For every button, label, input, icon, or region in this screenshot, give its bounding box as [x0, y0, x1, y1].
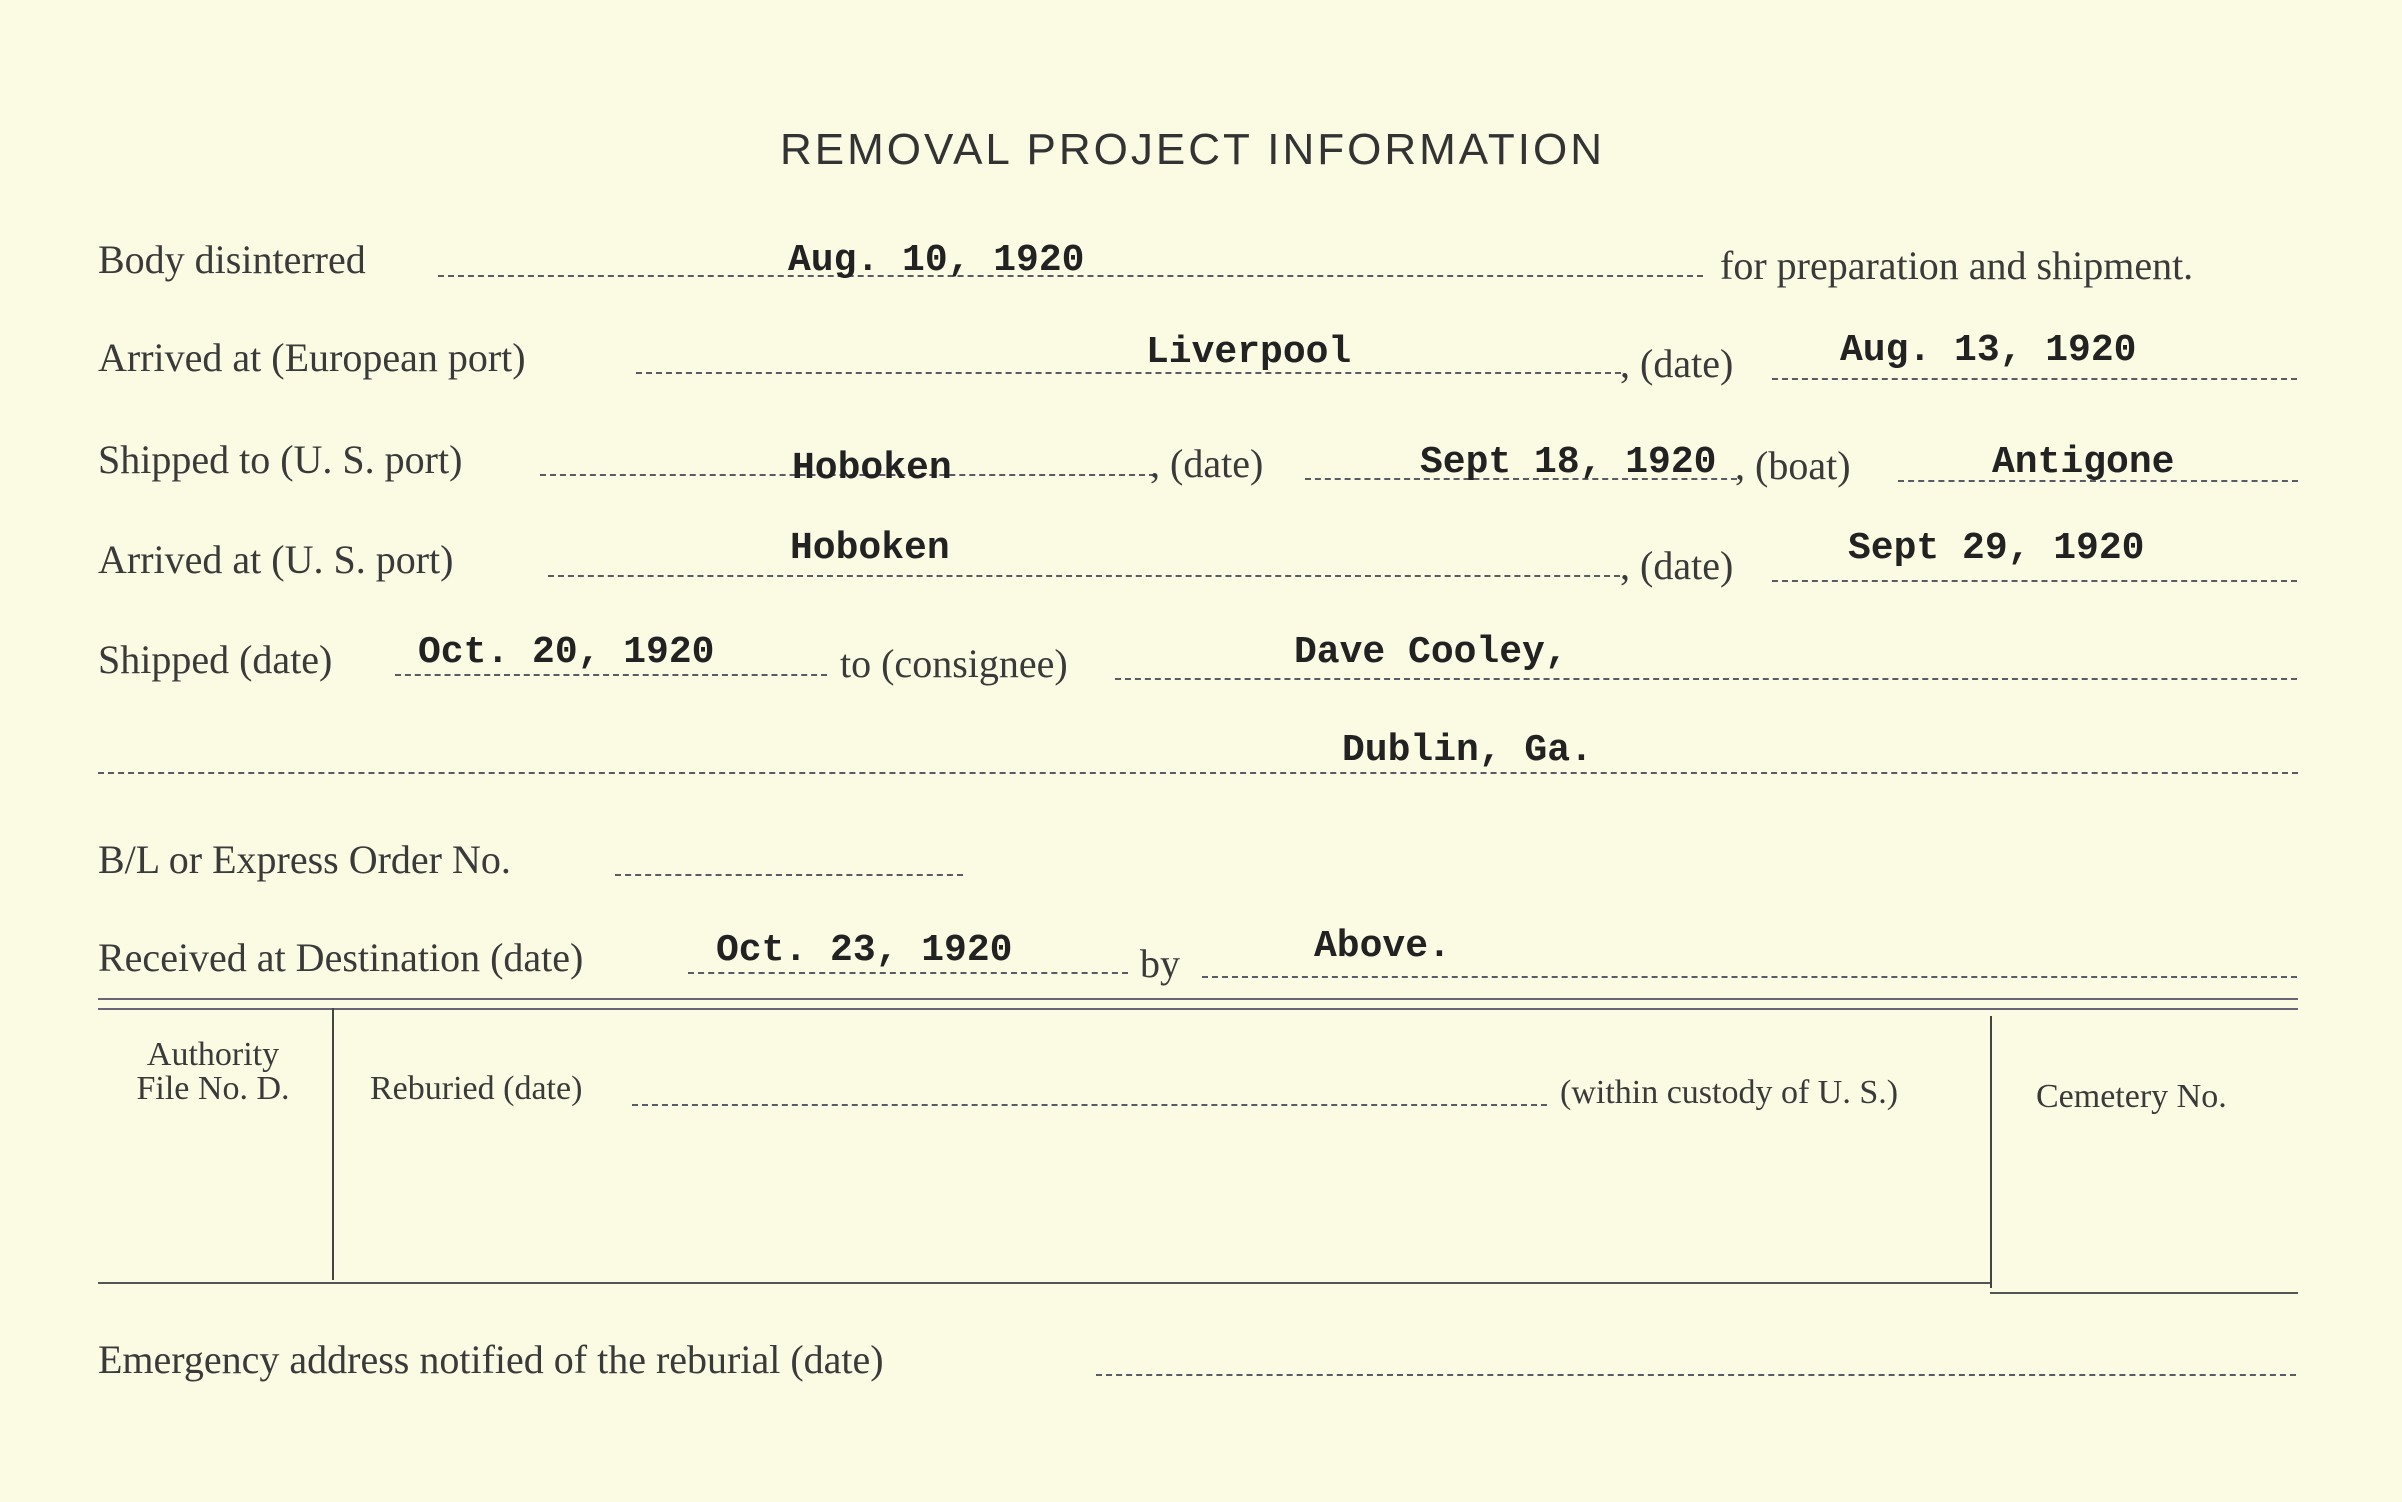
bl-order-label: B/L or Express Order No. [98, 837, 511, 882]
custody-label: (within custody of U. S.) [1560, 1074, 1899, 1111]
received-date-value: Oct. 23, 1920 [716, 929, 1013, 972]
consignee-address: Dublin, Ga. [1342, 729, 1593, 772]
table-bottom-rule [98, 1282, 1990, 1284]
table-top-rule [98, 998, 2298, 1000]
body-disinterred-value: Aug. 10, 1920 [788, 239, 1085, 282]
received-label: Received at Destination (date) [98, 935, 584, 980]
arrived-us-label: Arrived at (U. S. port) [98, 537, 454, 582]
received-by-line [1202, 976, 2297, 978]
arrived-us-date: Sept 29, 1920 [1848, 527, 2145, 570]
arrived-us-date-label: , (date) [1620, 543, 1734, 588]
arrived-us-date-line [1772, 580, 2297, 582]
shipped-us-label: Shipped to (U. S. port) [98, 437, 463, 482]
arrived-european-label: Arrived at (European port) [98, 335, 526, 380]
consignee-label: to (consignee) [840, 641, 1068, 686]
cemetery-label: Cemetery No. [2036, 1078, 2227, 1115]
arrived-european-port: Liverpool [1146, 331, 1352, 374]
shipped-date-label: Shipped (date) [98, 637, 333, 682]
reburied-line [632, 1104, 1547, 1106]
shipped-date-line [395, 674, 827, 676]
received-by-value: Above. [1314, 925, 1451, 968]
shipped-us-date: Sept 18, 1920 [1420, 441, 1717, 484]
cemetery-divider [1990, 1016, 1992, 1288]
consignee-value: Dave Cooley, [1294, 631, 1568, 674]
emergency-line [1096, 1374, 2296, 1376]
shipped-us-boat: Antigone [1992, 441, 2175, 484]
arrived-european-date-label: , (date) [1620, 341, 1734, 386]
authority-divider [332, 1008, 334, 1280]
form-title: REMOVAL PROJECT INFORMATION [780, 125, 1605, 174]
arrived-us-port: Hoboken [790, 527, 950, 570]
shipped-date-value: Oct. 20, 1920 [418, 631, 715, 674]
arrived-european-date: Aug. 13, 1920 [1840, 329, 2137, 372]
shipped-us-date-label: , (date) [1150, 441, 1264, 486]
arrived-european-line [636, 372, 1621, 374]
body-disinterred-suffix: for preparation and shipment. [1720, 243, 2194, 288]
shipped-us-boat-label: , (boat) [1735, 443, 1851, 488]
consignee-line [1115, 678, 2297, 680]
received-date-line [688, 972, 1128, 974]
address-line [98, 772, 2298, 774]
body-disinterred-label: Body disinterred [98, 237, 366, 282]
bl-order-line [615, 874, 963, 876]
arrived-us-line [548, 575, 1620, 577]
table-top-rule-2 [98, 1008, 2298, 1010]
authority-label-line1: Authority [146, 1036, 280, 1073]
table-bottom-rule-right [1990, 1292, 2298, 1294]
reburied-label: Reburied (date) [370, 1070, 583, 1107]
emergency-label: Emergency address notified of the reburial (date) [98, 1337, 884, 1382]
arrived-european-date-line [1772, 378, 2297, 380]
shipped-us-port: Hoboken [792, 447, 952, 490]
received-by-label: by [1140, 941, 1180, 986]
authority-label-line2: File No. D. [136, 1070, 290, 1107]
